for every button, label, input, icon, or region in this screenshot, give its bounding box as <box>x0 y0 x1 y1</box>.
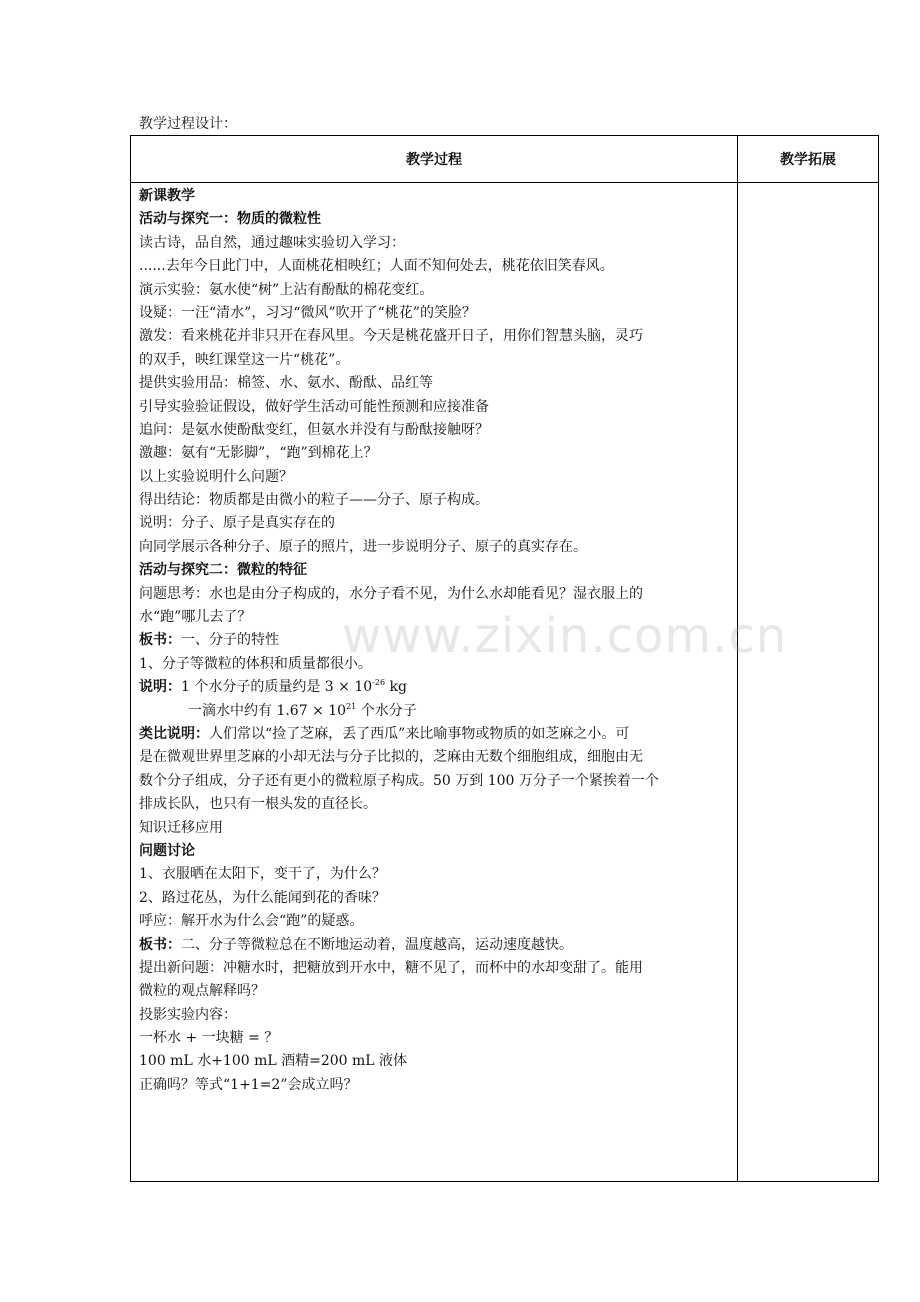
text-line: 读古诗，品自然，通过趣味实验切入学习： <box>139 234 405 251</box>
text-line: 水“跑”哪儿去了？ <box>139 609 252 626</box>
text-line: 一杯水 + 一块糖 = ？ <box>139 1030 279 1047</box>
text-line: 提供实验用品：棉签、水、氨水、酚酞、品红等 <box>139 375 433 392</box>
analogy-text: 人们常以“捡了芝麻，丢了西瓜”来比喻事物或物质的如芝麻之小。可 <box>209 725 630 742</box>
text-line: 向同学展示各种分子、原子的照片，进一步说明分子、原子的真实存在。 <box>139 538 587 555</box>
text-line: 呼应：解开水为什么会“跑”的疑惑。 <box>139 913 364 930</box>
extension-cell <box>738 183 879 1182</box>
unit-text: kg <box>385 679 407 696</box>
table-content-row <box>131 183 879 1182</box>
text-line: 追问：是氨水使酚酞变红，但氨水并没有与酚酞接触呀？ <box>139 421 489 438</box>
text-line: 投影实验内容： <box>139 1006 237 1023</box>
text-line: 是在微观世界里芝麻的小却无法与分子比拟的，芝麻由无数个细胞组成，细胞由无 <box>139 749 643 766</box>
text-line: 1、分子等微粒的体积和质量都很小。 <box>139 655 372 672</box>
text-line: 说明：分子、原子是真实存在的 <box>139 515 335 532</box>
text-line: 知识迁移应用 <box>139 819 223 836</box>
analogy-label: 类比说明： <box>139 725 209 742</box>
text-line: 激趣：氨有“无影脚”，“跑”到棉花上？ <box>139 445 378 462</box>
exponent: -26 <box>372 678 386 688</box>
note-label: 说明： <box>139 679 181 696</box>
board-text: 一、分子的特性 <box>181 632 279 649</box>
text-line: 问题思考：水也是由分子构成的，水分子看不见，为什么水却能看见？湿衣服上的 <box>139 585 643 602</box>
text-line <box>139 700 737 723</box>
exponent: 21 <box>346 701 357 711</box>
watermark: www.zixin.com.cn <box>342 608 788 664</box>
text-line: 2、路过花丛，为什么能闻到花的香味？ <box>139 889 386 906</box>
text-line: ......去年今日此门中，人面桃花相映红；人面不知何处去，桃花依旧笑春风。 <box>139 258 614 275</box>
text-line: 提出新问题：冲糖水时，把糖放到开水中，糖不见了，而杯中的水却变甜了。能用 <box>139 959 643 976</box>
activity-title: 活动与探究二：微粒的特征 <box>139 562 307 579</box>
formula-text: 一滴水中约有 1.67 × 10 <box>188 702 347 719</box>
text-line: 激发：看来桃花并非只开在春风里。今天是桃花盛开日子，用你们智慧头脑，灵巧 <box>139 328 643 345</box>
header-teaching-extension: 教学拓展 <box>738 136 879 183</box>
page-heading: 教学过程设计： <box>139 116 237 132</box>
board-label: 板书： <box>139 936 181 953</box>
activity-title: 活动与探究一：物质的微粒性 <box>139 211 321 228</box>
section-title: 新课教学 <box>139 188 195 204</box>
text-line: 设疑：一汪“清水”，习习“微风”吹开了“桃花”的笑脸？ <box>139 304 476 321</box>
discussion-title: 问题讨论 <box>139 842 195 859</box>
text-line: 微粒的观点解释吗？ <box>139 983 265 1000</box>
text-line: 演示实验：氨水使“树”上沾有酚酞的棉花变红。 <box>139 281 434 298</box>
text-line: 1、衣服晒在太阳下，变干了，为什么？ <box>139 866 386 883</box>
text-line: 得出结论：物质都是由微小的粒子——分子、原子构成。 <box>139 492 489 509</box>
unit-text: 个水分子 <box>356 702 417 719</box>
text-line <box>139 723 737 746</box>
text-line: 100 mL 水+100 mL 酒精=200 mL 液体 <box>139 1053 408 1070</box>
formula-text: 1 个水分子的质量约是 3 × 10 <box>181 679 373 696</box>
text-line: 以上实验说明什么问题？ <box>139 468 293 485</box>
table-header-row <box>131 136 879 183</box>
header-teaching-process: 教学过程 <box>131 136 738 183</box>
text-line: 引导实验验证假设，做好学生活动可能性预测和应接准备 <box>139 398 489 415</box>
text-line <box>139 629 737 652</box>
text-line: 排成长队，也只有一根头发的直径长。 <box>139 796 377 813</box>
text-line: 正确吗？等式“1+1=2”会成立吗？ <box>139 1076 358 1093</box>
text-line: 的双手，映红课堂这一片“桃花”。 <box>139 351 350 368</box>
text-line <box>139 934 737 957</box>
board-label: 板书： <box>139 632 181 649</box>
lesson-table <box>130 135 879 1182</box>
process-cell <box>131 183 738 1182</box>
text-line: 数个分子组成，分子还有更小的微粒原子构成。50 万到 100 万分子一个紧挨着一个 <box>139 772 659 789</box>
board-text: 二、分子等微粒总在不断地运动着，温度越高，运动速度越快。 <box>181 936 573 953</box>
text-line <box>139 676 737 699</box>
